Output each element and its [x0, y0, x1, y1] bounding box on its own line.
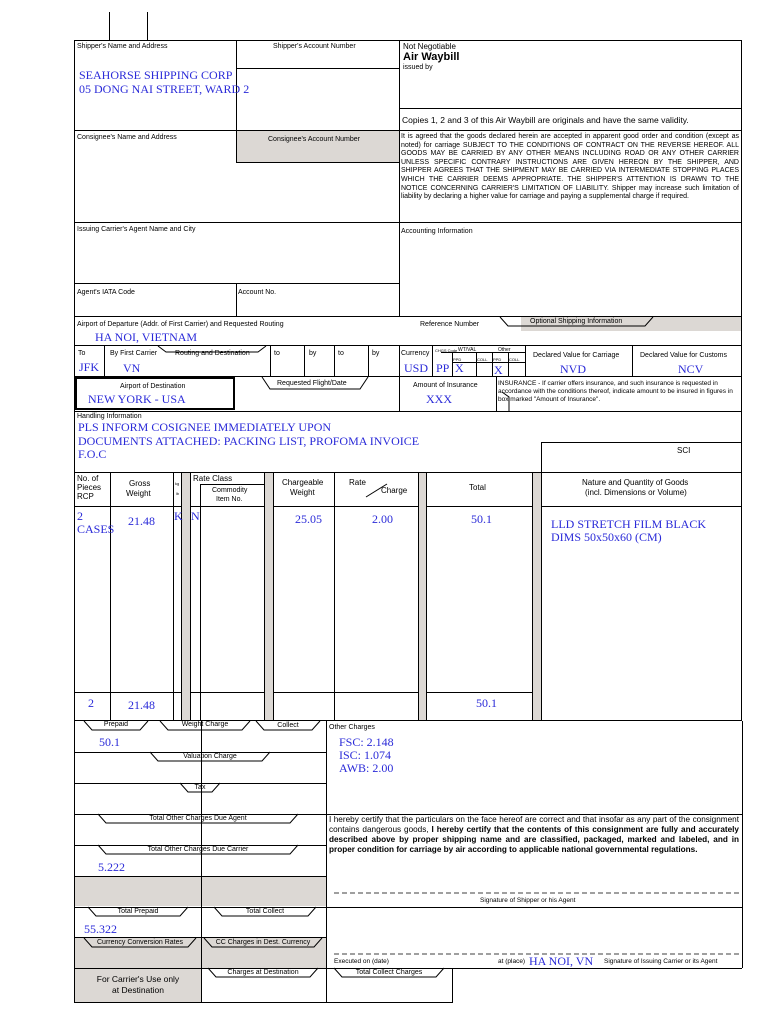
awb-value[interactable]: AWB: 2.00: [339, 761, 394, 775]
valuation-charge-label: Valuation Charge: [183, 753, 237, 760]
insurance-value[interactable]: XXX: [426, 392, 452, 406]
nature-label-2: (incl. Dimensions or Volume): [585, 488, 687, 497]
handling-line-1[interactable]: PLS INFORM COSIGNEE IMMEDIATELY UPON: [78, 420, 332, 434]
shipper-name-value[interactable]: SEAHORSE SHIPPING CORP: [79, 68, 233, 82]
optional-shipping-label: Optional Shipping Information: [530, 318, 623, 325]
carrier-use-line-2: at Destination: [112, 985, 164, 995]
consignee-account-label: Consignee's Account Number: [268, 136, 360, 143]
fsc-value[interactable]: FSC: 2.148: [339, 735, 394, 749]
gross-weight-value[interactable]: 21.48: [128, 514, 155, 528]
ppd-label-2: PPD: [493, 357, 502, 362]
to3-label: to: [338, 350, 344, 357]
conditions-text: It is agreed that the goods declared herein are accepted in apparent good order and condition (except as noted) for carriage SUBJECT TO THE CONDITIONS OF CONTRACT ON THE REVERSE HEREOF. ALL GOODS MAY BE CARRIED BY ANY OTHER MEANS INCLUDING ROAD OR ANY OTHER CARRIER UNLESS SPECIFIC CONTRARY INSTRUCTIONS ARE GIVEN HEREON BY THE SHIPPER, AND SHIPPER AGREES THAT THE SHIPMENT MAY BE CARRIED VIA INTERMEDIATE STOPPING PLACES WHICH THE CARRIER DEEMS APPROPRIATE. THE SHIPPER'S ATTENTION IS DRAWN TO THE NOTICE CONCERNING CARRIER'S LIMITATION OF LIABILITY. Shipper may increase such limitation of liability by declaring a higher value for carriage and paying a supplemental charge if required.: [401, 133, 739, 201]
total-prepaid-label: Total Prepaid: [117, 908, 159, 915]
nature-line-1[interactable]: LLD STRETCH FILM BLACK: [551, 517, 707, 531]
nature-line-2[interactable]: DIMS 50x50x60 (CM): [551, 530, 662, 544]
certification-text: I hereby certify that the particulars on the face hereof are correct and that insofar as any part of the consignment contains dangerous goods, I hereby certify that the contents of this consignment are fully and accurately described above by proper shipping name and are classified, packaged, marked and labeled, and in proper condition for carriage by air according to applicable national governmental regulations.: [329, 815, 739, 854]
routing-destination-label: Routing and Destination: [175, 350, 250, 357]
insurance-text: INSURANCE - If carrier offers insurance, and such insurance is requested in accordance with the conditions thereof, indicate amount to be insured in figures in box marked "Amount of Insurance".: [498, 380, 733, 403]
gross-label-1: Gross: [129, 479, 151, 488]
weight-charge-label: Weight Charge: [181, 721, 229, 728]
other-due-carrier-value[interactable]: 5.222: [98, 860, 125, 874]
decl-carriage-value[interactable]: NVD: [560, 362, 586, 376]
issuing-agent-label: Issuing Carrier's Agent Name and City: [77, 226, 196, 233]
to-label: To: [78, 350, 86, 357]
destination-label: Airport of Destination: [120, 383, 186, 390]
tax-label: Tax: [194, 784, 206, 791]
rate-class-value[interactable]: N: [191, 509, 200, 523]
rate-class-label: Rate Class: [193, 474, 233, 483]
currency-label: Currency: [401, 350, 430, 357]
at-place-label: at (place): [498, 958, 526, 965]
shipper-address-value[interactable]: 05 DONG NAI STREET, WARD 2: [79, 82, 250, 96]
destination-value[interactable]: NEW YORK - USA: [88, 392, 186, 406]
prepaid-weight-value[interactable]: 50.1: [99, 735, 120, 749]
prepaid-label: Prepaid: [103, 721, 129, 728]
by3-label: by: [372, 350, 380, 357]
consignee-name-label: Consignee's Name and Address: [77, 134, 177, 141]
first-carrier-label: By First Carrier: [110, 350, 158, 357]
shipper-account-label: Shipper's Account Number: [273, 43, 356, 50]
pieces-value[interactable]: 2: [77, 509, 83, 523]
chgs-code-label: CHGS Code: [435, 348, 458, 353]
place-value[interactable]: HA NOI, VN: [529, 954, 594, 968]
total-collect-label: Total Collect: [245, 908, 285, 915]
other-charges-label: Other Charges: [329, 724, 375, 731]
sum-gross-value[interactable]: 21.48: [128, 698, 155, 712]
ppd-label-1: PPD: [453, 357, 462, 362]
decl-customs-label: Declared Value for Customs: [640, 352, 728, 359]
carrier-signature-label: Signature of Issuing Carrier or its Agent: [604, 958, 718, 965]
other-label: Other: [498, 347, 511, 353]
other-x[interactable]: X: [494, 363, 503, 377]
account-no-label: Account No.: [238, 289, 277, 296]
pieces-label-1: No. of: [77, 474, 99, 483]
lb-label: lb: [176, 491, 180, 496]
to2-label: to: [274, 350, 280, 357]
chargeable-label-1: Chargeable: [282, 478, 324, 487]
cc-charges-label: CC Charges in Dest. Currency: [215, 939, 311, 946]
wt-val-x[interactable]: X: [455, 361, 464, 375]
coll-label-2: COLL: [509, 357, 520, 362]
carrier-use-line-1: For Carrier's Use only: [96, 974, 180, 984]
commodity-label-1: Commodity: [212, 487, 248, 494]
total-label: Total: [469, 483, 486, 492]
decl-carriage-label: Declared Value for Carriage: [533, 352, 620, 359]
rate-value[interactable]: 2.00: [372, 512, 393, 526]
gross-label-2: Weight: [126, 489, 151, 498]
shipper-signature-label: Signature of Shipper or his Agent: [480, 897, 576, 904]
to-value[interactable]: JFK: [79, 360, 100, 374]
rate-label: Rate: [349, 478, 366, 487]
sum-total-value[interactable]: 50.1: [476, 696, 497, 710]
departure-label: Airport of Departure (Addr. of First Carrier) and Requested Routing: [77, 321, 284, 328]
departure-value[interactable]: HA NOI, VIETNAM: [95, 330, 198, 344]
handling-line-3[interactable]: F.O.C: [78, 447, 107, 461]
insurance-amount-label: Amount of Insurance: [413, 382, 478, 389]
collect-label: Collect: [277, 722, 299, 729]
iata-code-label: Agent's IATA Code: [77, 289, 135, 296]
total-collect-charges-label: Total Collect Charges: [355, 969, 423, 976]
handling-line-2[interactable]: DOCUMENTS ATTACHED: PACKING LIST, PROFOMA INVOICE: [78, 434, 420, 448]
kg-value[interactable]: K: [174, 509, 183, 523]
shipper-name-label: Shipper's Name and Address: [77, 43, 168, 50]
not-negotiable: Not Negotiable: [403, 42, 456, 51]
total-prepaid-value[interactable]: 55.322: [84, 922, 117, 936]
executed-on-label: Executed on (date): [334, 958, 389, 965]
currency-conversion-label: Currency Conversion Rates: [97, 939, 183, 946]
pieces-cases[interactable]: CASES: [77, 522, 115, 536]
nature-label-1: Nature and Quantity of Goods: [582, 478, 689, 487]
handling-label: Handling Information: [77, 413, 142, 420]
kg-label: kg: [175, 481, 180, 486]
other-due-carrier-label: Total Other Charges Due Carrier: [147, 846, 249, 853]
chargeable-weight-value[interactable]: 25.05: [295, 512, 322, 526]
total-value[interactable]: 50.1: [471, 512, 492, 526]
sum-pieces-value[interactable]: 2: [88, 696, 94, 710]
charges-destination-label: Charges at Destination: [227, 969, 299, 976]
pieces-label-2: Pieces: [77, 483, 102, 492]
air-waybill-title: Air Waybill: [403, 51, 460, 63]
charge-label: Charge: [381, 486, 408, 495]
other-due-agent-label: Total Other Charges Due Agent: [149, 815, 247, 822]
commodity-label-2: Item No.: [216, 496, 243, 503]
chargeable-label-2: Weight: [290, 488, 315, 497]
by2-label: by: [309, 350, 317, 357]
accounting-label: Accounting Information: [401, 228, 473, 235]
reference-label: Reference Number: [420, 321, 480, 328]
wtval-label: WT/VAL: [458, 347, 477, 353]
pieces-label-3: RCP: [77, 492, 94, 501]
chgs-value[interactable]: PP: [436, 361, 450, 375]
carrier-value[interactable]: VN: [123, 361, 141, 375]
sci-label: SCI: [677, 446, 691, 455]
issued-by-label: issued by: [403, 64, 433, 71]
currency-value[interactable]: USD: [404, 361, 429, 375]
decl-customs-value[interactable]: NCV: [678, 362, 704, 376]
copies-text: Copies 1, 2 and 3 of this Air Waybill are originals and have the same validity.: [402, 115, 689, 125]
isc-value[interactable]: ISC: 1.074: [339, 748, 392, 762]
coll-label-1: COLL: [477, 357, 488, 362]
flight-date-label: Requested Flight/Date: [277, 380, 347, 387]
